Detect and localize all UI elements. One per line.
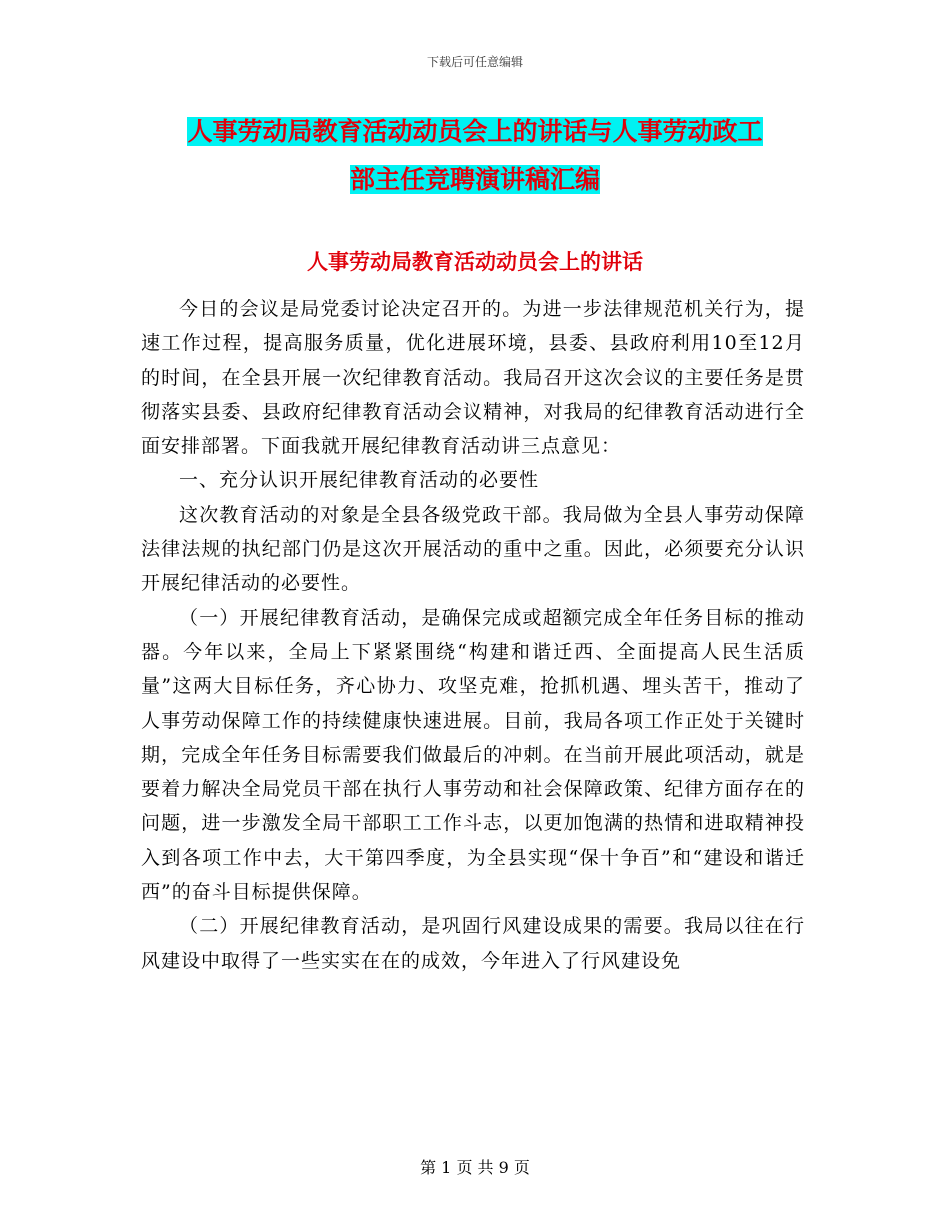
paragraph-heading-1: 一、充分认识开展纪律教育活动的必要性 (179, 469, 540, 492)
paragraph-3: （一）开展纪律教育活动，是确保完成或超额完成全年任务目标的推动器。今年以来，全局上下紧紧围绕“构建和谐迁西、全面提高人民生活质量”这两大目标任务，齐心协力、攻坚克难，抢抓机遇、埋头苦干，推动了人事劳动保障工作的持续健康快速进展。目前，我局各项工作正处于关键时期，完成全年任务目标需要我们做最后的冲刺。在当前开展此项活动，就是要着力解决全局党员干部在执行人事劳动和社会保障政策、纪律方面存在的问题，进一步激发全局干部职工工作斗志，以更加饱满的热情和进取精神投入到各项工作中去，大干第四季度，为全县实现“保十争百”和“建设和谐迁西”的奋斗目标提供保障。 (141, 606, 805, 904)
section-heading: 人事劳动局教育活动动员会上的讲话 (307, 250, 643, 274)
document-body (141, 292, 805, 978)
document-title-line-2: 部主任竞聘演讲稿汇编 (349, 165, 600, 194)
document-title (140, 108, 810, 204)
page-header-note: 下载后可任意编辑 (426, 55, 523, 69)
page-number-footer: 第 1 页 共 9 页 (420, 1158, 530, 1177)
paragraph-intro: 今日的会议是局党委讨论决定召开的。为进一步法律规范机关行为，提速工作过程，提高服务质量，优化进展环境，县委、县政府利用10至12月的时间，在全县开展一次纪律教育活动。我局召开这次会议的主要任务是贯彻落实县委、县政府纪律教育活动会议精神，对我局的纪律教育活动进行全面安排部署。下面我就开展纪律教育活动讲三点意见： (141, 298, 805, 458)
paragraph-4: （二）开展纪律教育活动，是巩固行风建设成果的需要。我局以往在行风建设中取得了一些实实在在的成效，今年进入了行风建设免 (141, 915, 805, 972)
paragraph-2: 这次教育活动的对象是全县各级党政干部。我局做为全县人事劳动保障法律法规的执纪部门仍是这次开展活动的重中之重。因此，必须要充分认识开展纪律活动的必要性。 (141, 503, 805, 595)
document-title-line-1: 人事劳动局教育活动动员会上的讲话与人事劳动政工 (187, 117, 763, 146)
